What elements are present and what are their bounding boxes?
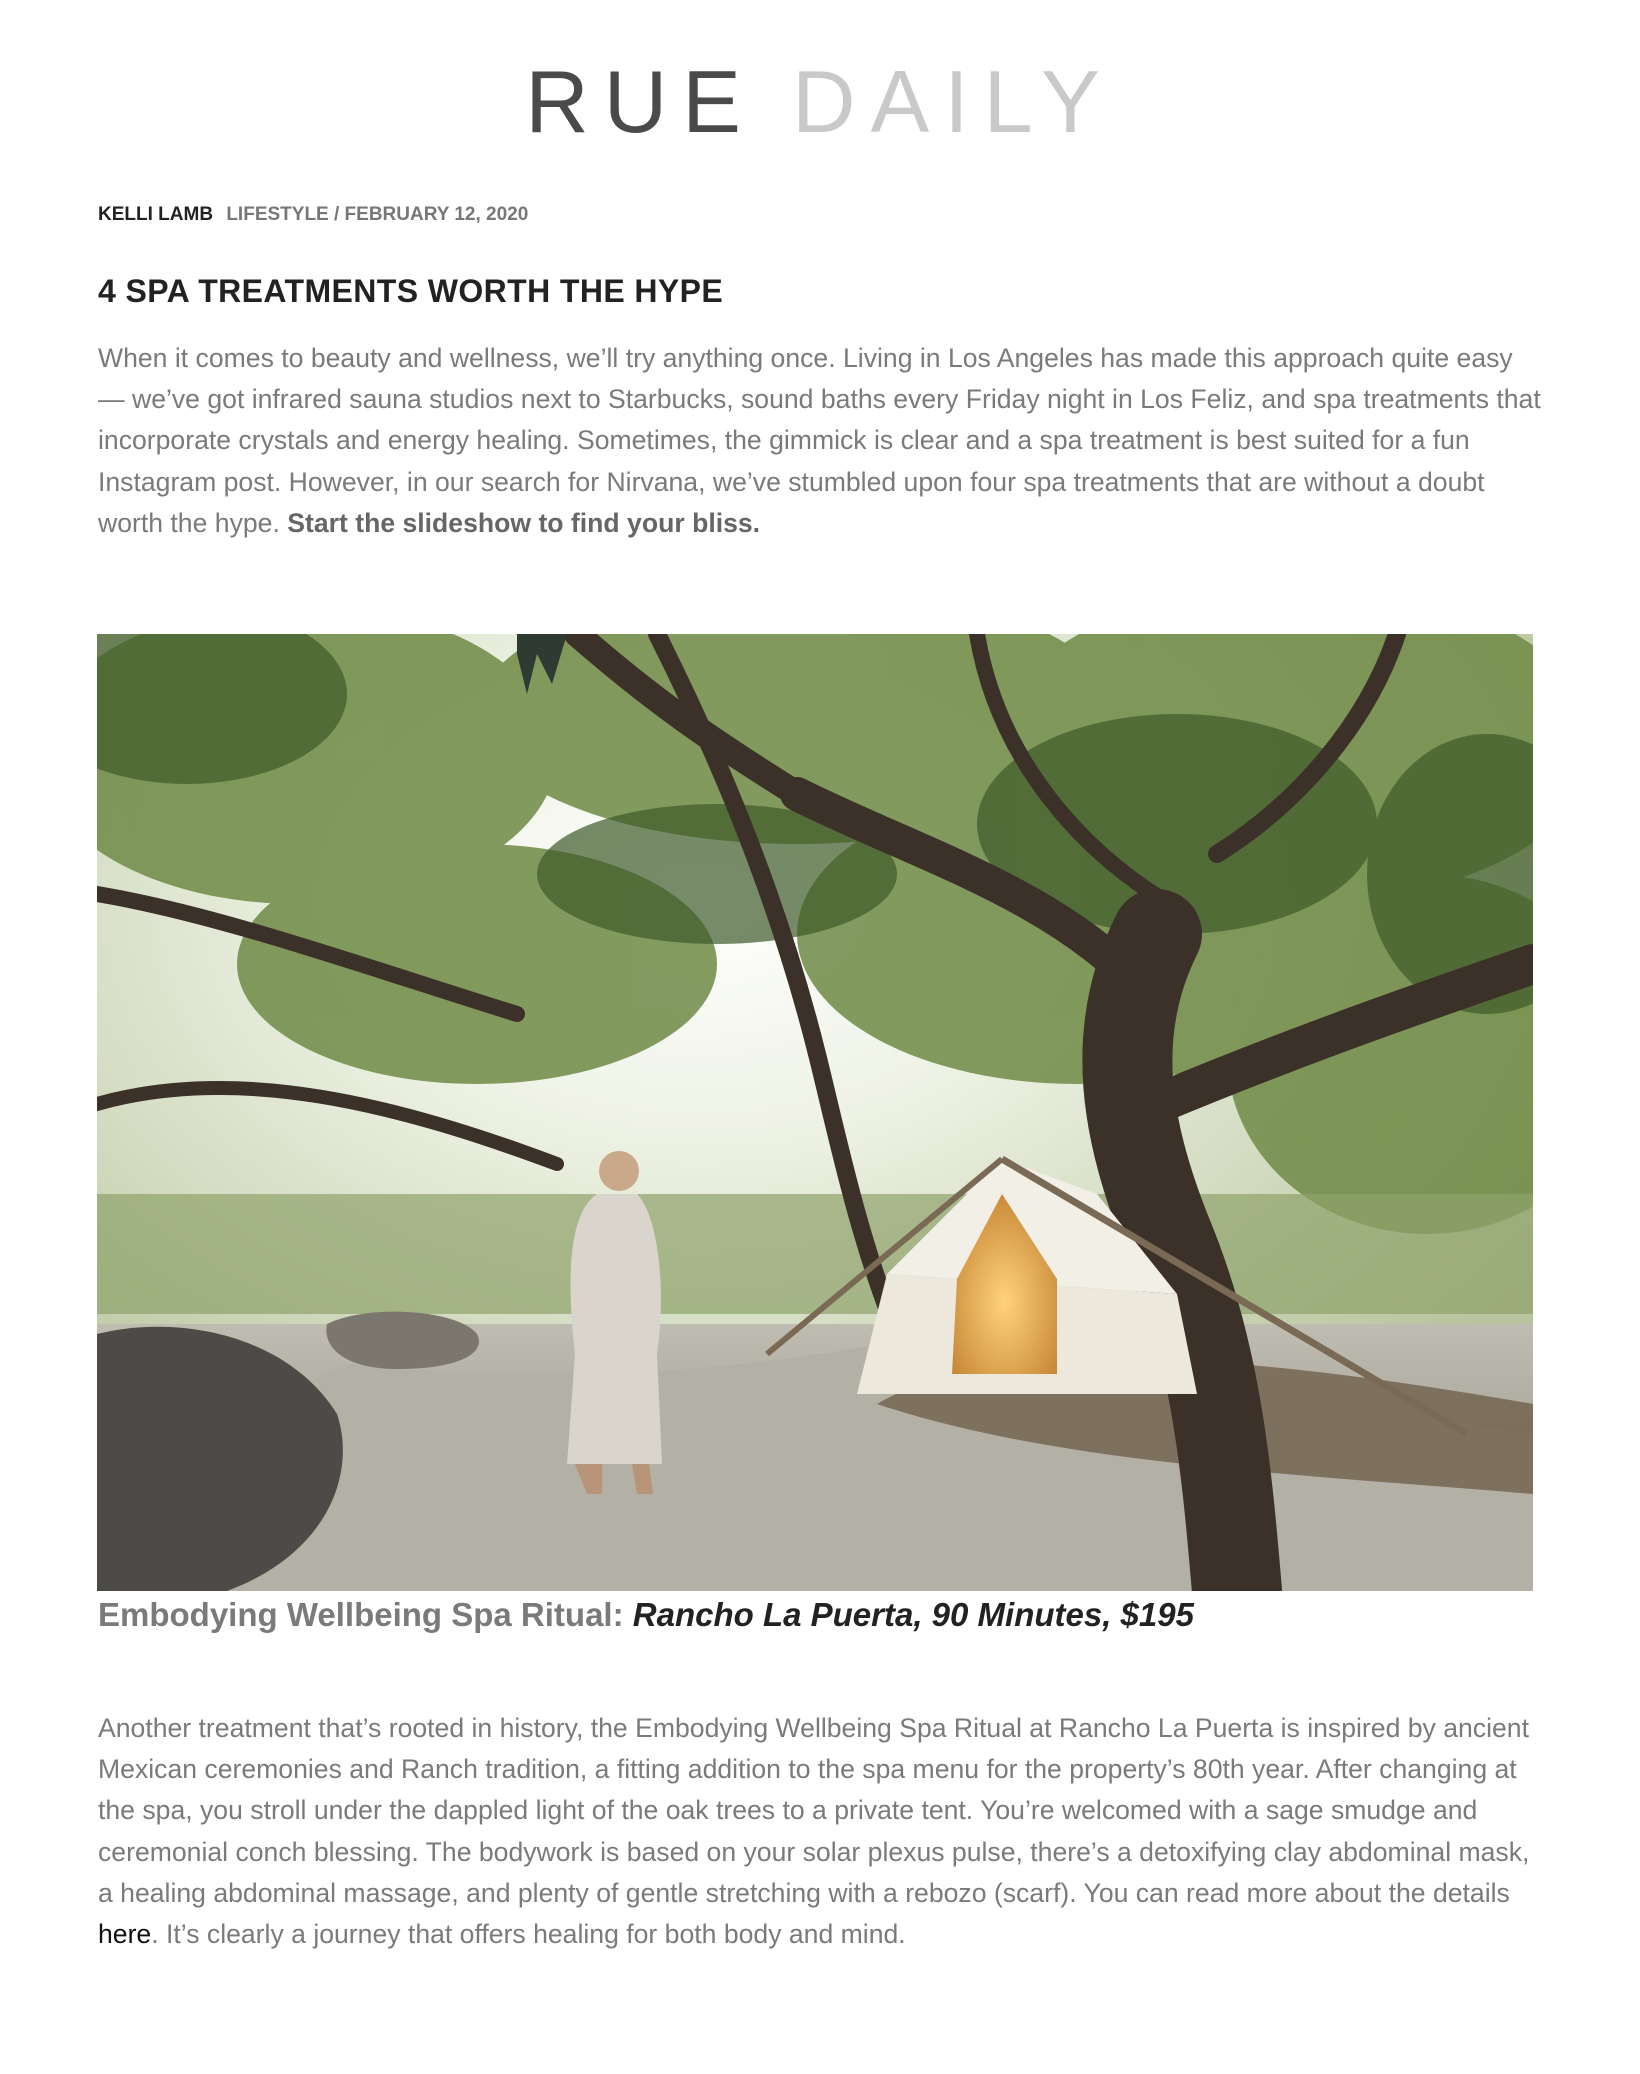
spa-tent-photo-illustration — [97, 634, 1533, 1591]
article-intro — [98, 338, 1543, 544]
site-logo[interactable] — [0, 52, 1640, 152]
photo-caption — [98, 1596, 1194, 1634]
intro-cta: Start the slideshow to find your bliss. — [287, 507, 761, 538]
details-link[interactable]: here — [98, 1919, 152, 1950]
body-text-end: . It’s clearly a journey that offers healing for both body and mind. — [151, 1919, 906, 1950]
logo-word-daily: DAILY — [791, 52, 1115, 151]
intro-text: When it comes to beauty and wellness, we’ll try anything once. Living in Los Angeles has made this approach quite easy — we’ve got infrared sauna studios next to Starbucks, sound baths every Friday night in Los Feliz, and spa treatments that incorporate crystals and energy healing. Sometimes, the gimmick is clear and a spa treatment is best suited for a fun Instagram post. However, in our search for Nirvana, we’ve stumbled upon four spa treatments that are without a doubt worth the hype. — [98, 343, 1541, 538]
body-text: Another treatment that’s rooted in history, the Embodying Wellbeing Spa Ritual at Rancho La Puerta is inspired by ancient Mexican ceremonies and Ranch tradition, a fitting addition to the spa menu for the property’s 80th year. After changing at the spa, you stroll under the dappled light of the oak trees to a private tent. You’re welcomed with a sage smudge and ceremonial conch blessing. The bodywork is based on your solar plexus pulse, there’s a detoxifying clay abdominal mask, a healing abdominal massage, and plenty of gentle stretching with a rebozo (scarf). You can read more about the details — [98, 1713, 1530, 1908]
caption-details: Rancho La Puerta, 90 Minutes, $195 — [632, 1596, 1194, 1633]
logo-word-rue: RUE — [525, 52, 756, 151]
caption-treatment: Embodying Wellbeing Spa Ritual: — [98, 1596, 624, 1633]
article-photo — [97, 634, 1533, 1591]
article-byline — [98, 204, 528, 226]
category-date: LIFESTYLE / FEBRUARY 12, 2020 — [226, 204, 529, 225]
article-title: 4 SPA TREATMENTS WORTH THE HYPE — [98, 273, 724, 309]
article-body — [98, 1708, 1543, 1955]
author-link[interactable]: KELLI LAMB — [98, 204, 214, 225]
